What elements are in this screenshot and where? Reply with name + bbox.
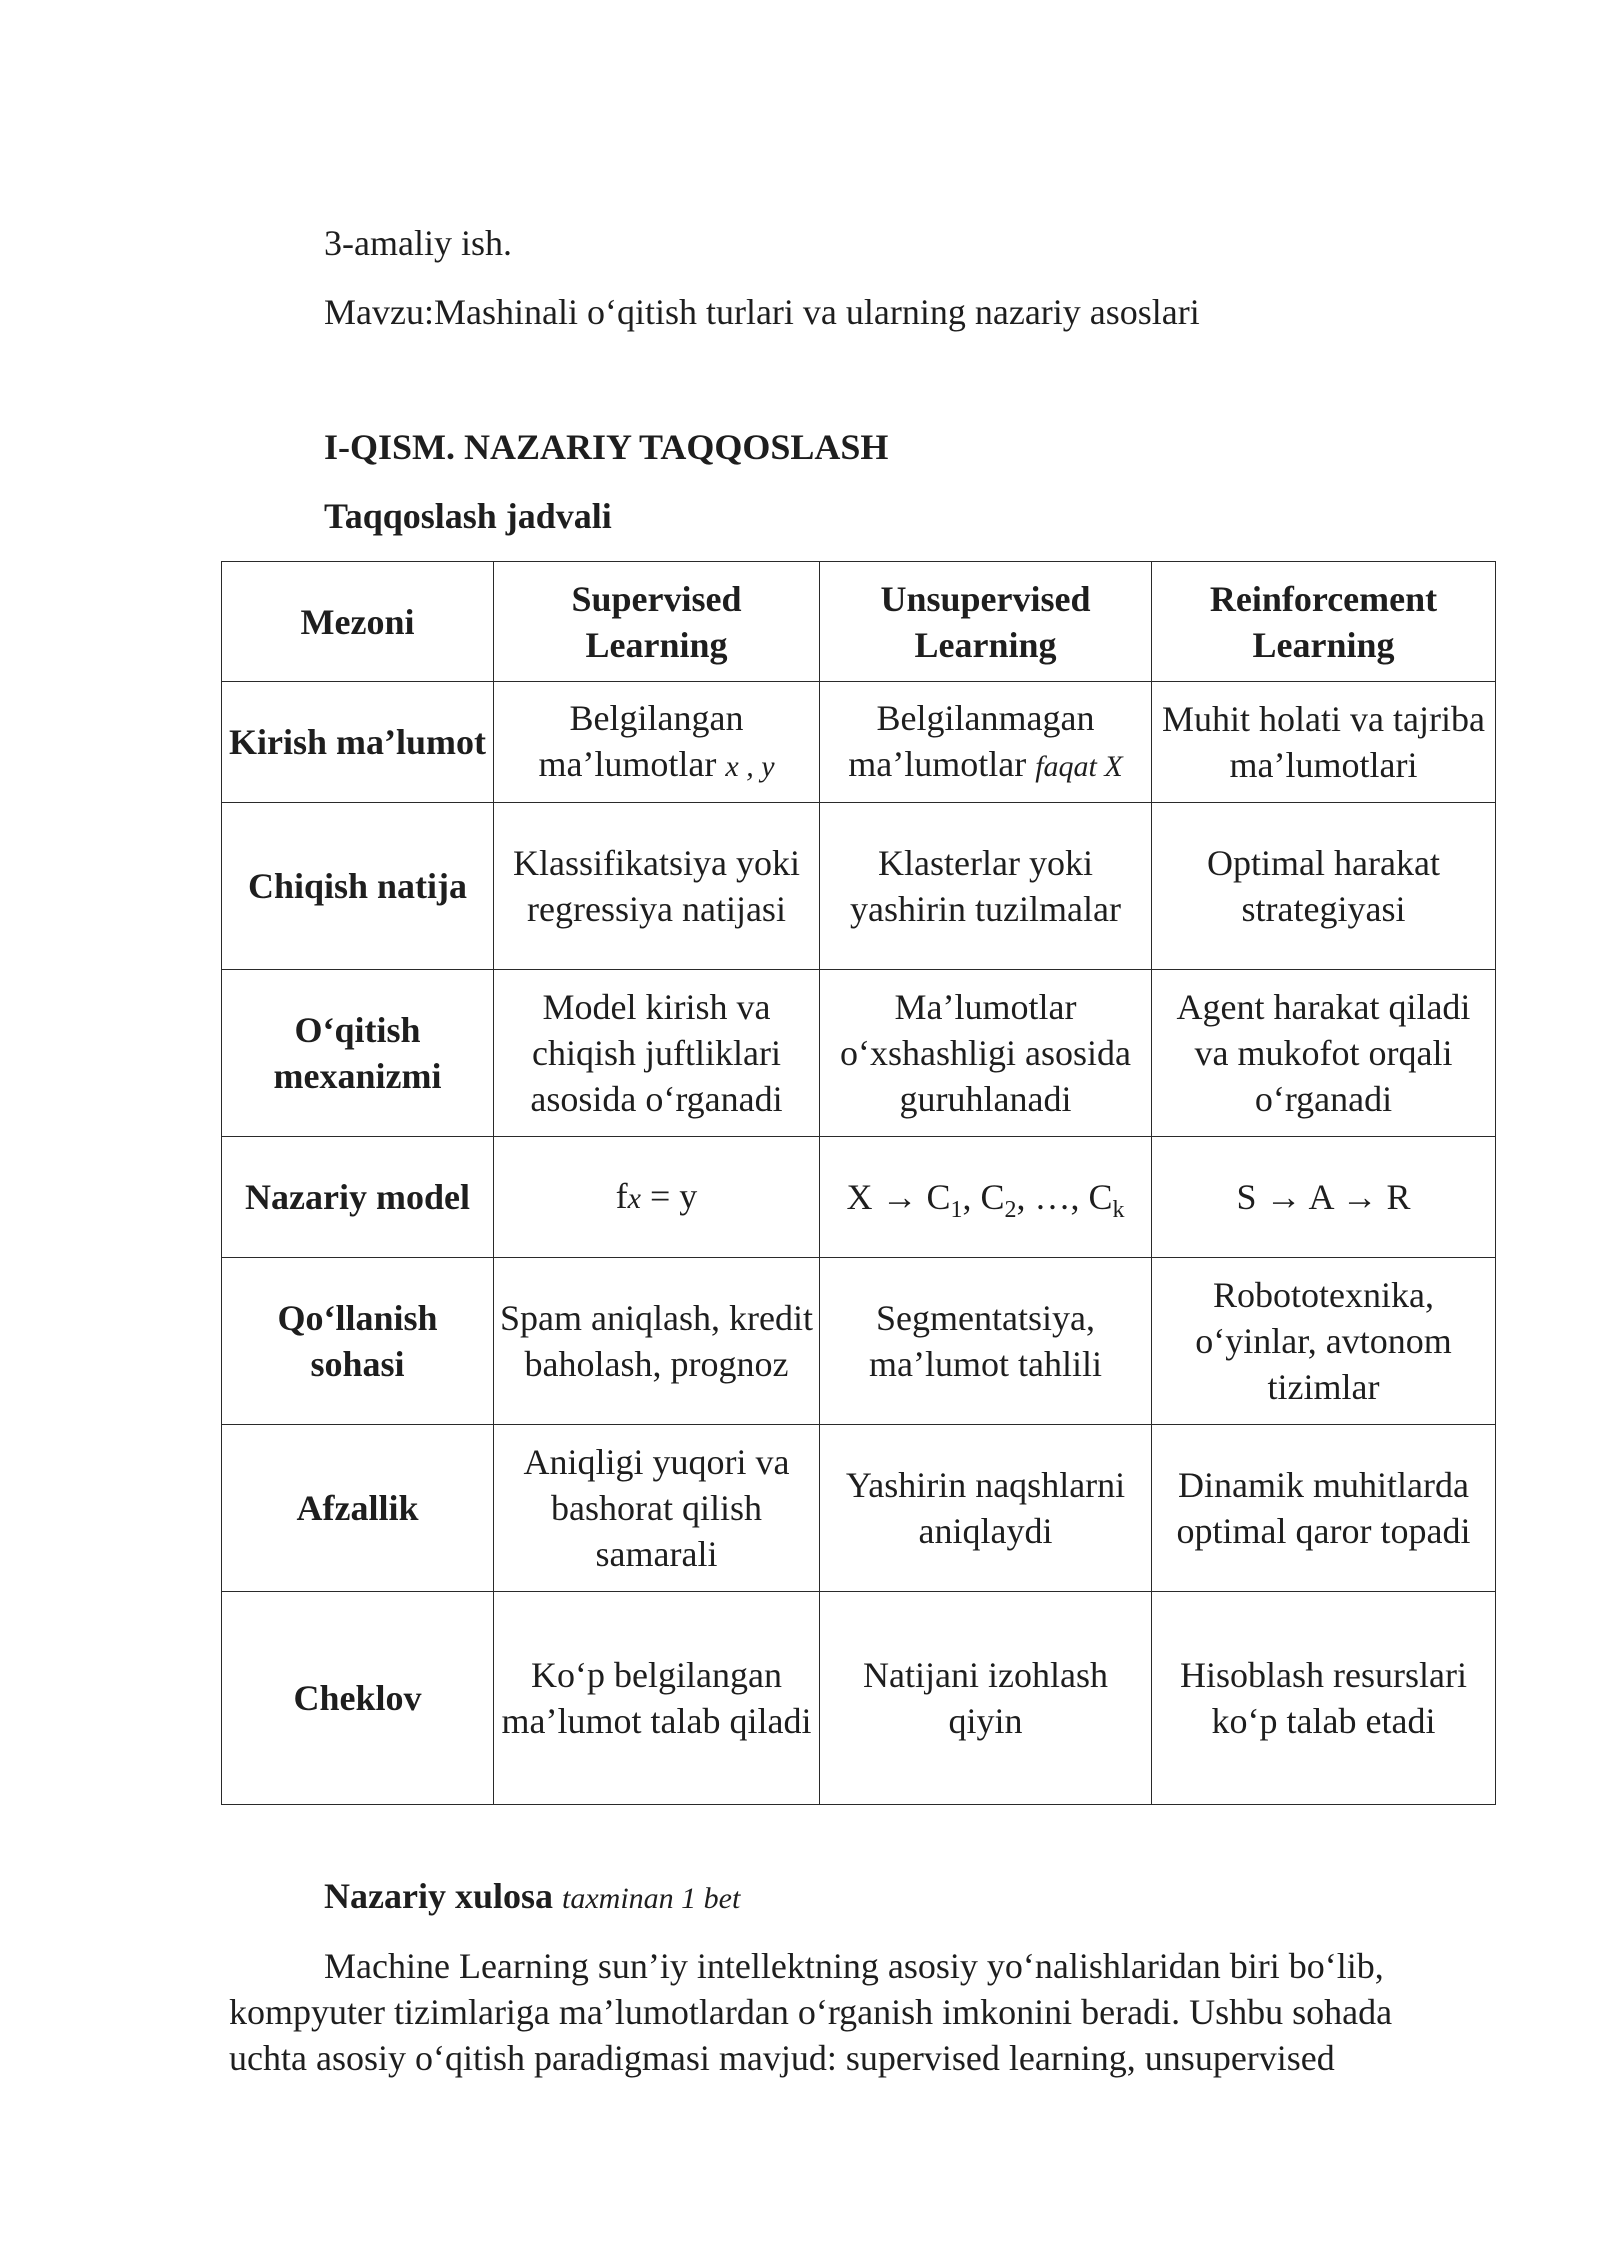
row-criterion: Qo‘llanish sohasi (222, 1258, 494, 1425)
formula-f: f (615, 1175, 628, 1216)
conclusion-note: taxminan 1 bet (562, 1882, 741, 1915)
cell-reinforcement: Hisoblash resurslari ko‘p talab etadi (1152, 1592, 1496, 1805)
cell-supervised (494, 682, 820, 803)
cell-reinforcement: Agent harakat qiladi va mukofot orqali o‘rganadi (1152, 970, 1496, 1137)
cell-unsupervised (820, 1137, 1152, 1258)
table-row (222, 970, 1496, 1137)
table-row (222, 1137, 1496, 1258)
formula-rest: = y (641, 1175, 698, 1216)
subscript: k (1112, 1197, 1125, 1224)
cell-text: Belgilangan ma’lumotlar (538, 697, 744, 784)
header-supervised: Supervised Learning (494, 562, 820, 682)
cell-supervised: Ko‘p belgilangan ma’lumot talab qiladi (494, 1592, 820, 1805)
cell-text: Belgilanmagan ma’lumotlar (848, 697, 1095, 784)
cell-unsupervised: Ma’lumotlar o‘xshashligi asosida guruhlanadi (820, 970, 1152, 1137)
cell-unsupervised: Segmentatsiya, ma’lumot tahlili (820, 1258, 1152, 1425)
paragraph-line: Machine Learning sun’iy intellektning asosiy yo‘nalishlaridan biri bo‘lib, (324, 1946, 1384, 1986)
cell-supervised: Spam aniqlash, kredit baholash, prognoz (494, 1258, 820, 1425)
cell-reinforcement: Muhit holati va tajriba ma’lumotlari (1152, 682, 1496, 803)
subscript: 1 (950, 1197, 963, 1224)
formula-part: , …, C (1016, 1177, 1113, 1217)
cell-reinforcement: Optimal harakat strategiyasi (1152, 803, 1496, 970)
cell-reinforcement: S → A → R (1152, 1137, 1496, 1258)
cell-math: x , y (725, 749, 775, 783)
cell-supervised: Model kirish va chiqish juftliklari asosida o‘rganadi (494, 970, 820, 1137)
table-row (222, 1425, 1496, 1592)
cell-unsupervised: Natijani izohlash qiyin (820, 1592, 1152, 1805)
paragraph-line: kompyuter tizimlariga ma’lumotlardan o‘rganish imkonini beradi. Ushbu sohada (229, 1992, 1393, 2032)
cell-supervised: Aniqligi yuqori va bashorat qilish samarali (494, 1425, 820, 1592)
comparison-table (221, 561, 1496, 1805)
conclusion-heading (324, 1873, 740, 1922)
formula-part: , C (962, 1177, 1005, 1217)
subscript: 2 (1004, 1197, 1017, 1224)
formula-part: X → C (846, 1177, 951, 1217)
row-criterion: Nazariy model (222, 1137, 494, 1258)
cell-unsupervised: Yashirin naqshlarni aniqlaydi (820, 1425, 1152, 1592)
section-title: I-QISM. NAZARIY TAQQOSLASH (324, 427, 889, 467)
header-reinforcement: Reinforcement Learning (1152, 562, 1496, 682)
table-header-row (222, 562, 1496, 682)
cell-reinforcement: Robototexnika, o‘yinlar, avtonom tizimlar (1152, 1258, 1496, 1425)
topic-line: Mavzu:Mashinali o‘qitish turlari va ularning nazariy asoslari (324, 292, 1200, 332)
row-criterion: Kirish ma’lumot (222, 682, 494, 803)
table-row (222, 1258, 1496, 1425)
table-row (222, 803, 1496, 970)
table-title: Taqqoslash jadvali (324, 496, 612, 536)
table-row (222, 1592, 1496, 1805)
row-criterion: O‘qitish mexanizmi (222, 970, 494, 1137)
row-criterion: Cheklov (222, 1592, 494, 1805)
row-criterion: Chiqish natija (222, 803, 494, 970)
table-row (222, 682, 1496, 803)
header-unsupervised: Unsupervised Learning (820, 562, 1152, 682)
cell-supervised: Klassifikatsiya yoki regressiya natijasi (494, 803, 820, 970)
cell-unsupervised: Klasterlar yoki yashirin tuzilmalar (820, 803, 1152, 970)
cell-unsupervised (820, 682, 1152, 803)
cell-reinforcement: Dinamik muhitlarda optimal qaror topadi (1152, 1425, 1496, 1592)
cell-supervised (494, 1137, 820, 1258)
conclusion-title: Nazariy xulosa (324, 1876, 553, 1916)
row-criterion: Afzallik (222, 1425, 494, 1592)
paragraph-line: uchta asosiy o‘qitish paradigmasi mavjud: supervised learning, unsupervised (229, 2038, 1335, 2078)
work-number: 3-amaliy ish. (324, 223, 512, 263)
cell-math: faqat X (1035, 749, 1123, 783)
header-criterion: Mezoni (222, 562, 494, 682)
formula-x: x (627, 1181, 641, 1215)
